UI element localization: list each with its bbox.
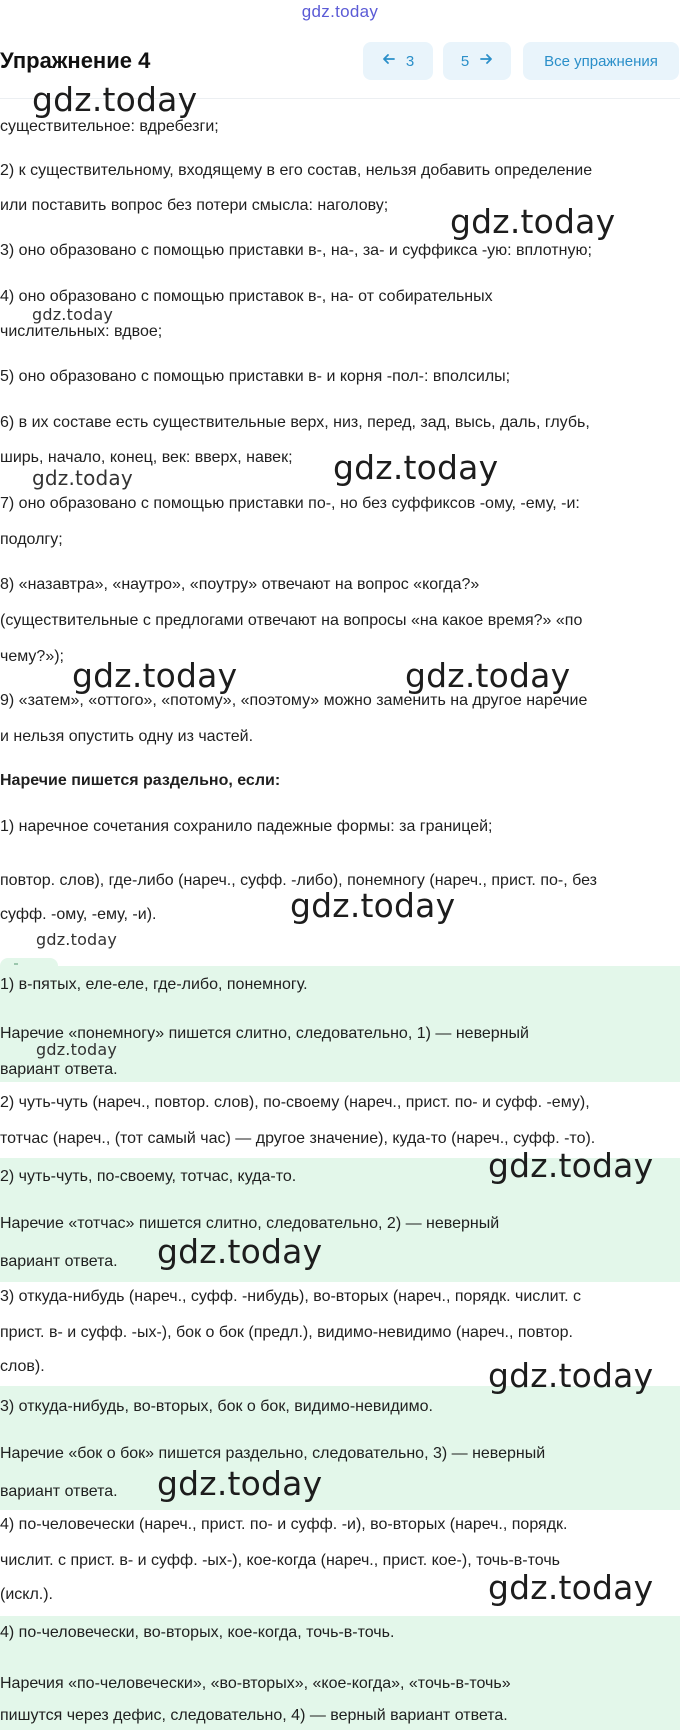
text-line: повтор. слов), где-либо (нареч., суфф. -либо), понемногу (нареч., прист. по-, без <box>0 872 597 889</box>
watermark: gdz.today <box>72 656 238 695</box>
next-exercise-button[interactable] <box>443 42 511 80</box>
text-line: (искл.). <box>0 1586 53 1603</box>
arrow-left-icon <box>382 52 396 70</box>
answer-line: 1) в-пятых, еле-еле, где-либо, понемногу. <box>0 976 308 993</box>
watermark: gdz.today <box>157 1464 323 1503</box>
answer-note: Наречия «по-человечески», «во-вторых», «кое-когда», «точь-в-точь» <box>0 1675 511 1692</box>
text-line: 4) по-человечески (нареч., прист. по- и суфф. -и), во-вторых (нареч., порядк. <box>0 1516 568 1533</box>
text-line: подолгу; <box>0 531 63 548</box>
answer-note: вариант ответа. <box>0 1253 118 1270</box>
text-line: существительное: вдребезги; <box>0 118 219 135</box>
text-line: (существительные с предлогами отвечают на вопросы «на какое время?» «по <box>0 612 583 629</box>
answer-note: пишутся через дефис, следовательно, 4) — верный вариант ответа. <box>0 1707 508 1724</box>
text-line: 8) «назавтра», «наутро», «поутру» отвечают на вопрос «когда?» <box>0 576 480 593</box>
text-line: и нельзя опустить одну из частей. <box>0 728 254 745</box>
site-watermark-top: gdz.today <box>301 2 379 21</box>
watermark: gdz.today <box>157 1232 323 1271</box>
next-exercise-label: 5 <box>460 52 470 70</box>
prev-exercise-button[interactable] <box>363 42 433 80</box>
watermark: gdz.today <box>488 1356 654 1395</box>
text-line: 4) оно образовано с помощью приставок в-, на- от собирательных <box>0 288 493 305</box>
text-line: числительных: вдвое; <box>0 323 163 340</box>
answer-line: 3) откуда-нибудь, во-вторых, бок о бок, видимо-невидимо. <box>0 1398 433 1415</box>
section-heading: Наречие пишется раздельно, если: <box>0 772 281 789</box>
answer-note: вариант ответа. <box>0 1061 118 1078</box>
text-line: 7) оно образовано с помощью приставки по-, но без суффиксов -ому, -ему, -и: <box>0 495 580 512</box>
watermark: gdz.today <box>32 80 198 119</box>
text-line: прист. в- и суфф. -ых-), бок о бок (предл.), видимо-невидимо (нареч., повтор. <box>0 1324 573 1341</box>
text-line: 2) чуть-чуть (нареч., повтор. слов), по-своему (нареч., прист. по- и суфф. -ему), <box>0 1094 590 1111</box>
text-line: 1) наречное сочетания сохранило падежные формы: за границей; <box>0 818 493 835</box>
text-line: или поставить вопрос без потери смысла: наголову; <box>0 197 389 214</box>
page-title: Упражнение 4 <box>0 48 151 73</box>
watermark: gdz.today <box>405 656 571 695</box>
answer-line: 2) чуть-чуть, по-своему, тотчас, куда-то. <box>0 1168 297 1185</box>
answer-note: Наречие «понемногу» пишется слитно, следовательно, 1) — неверный <box>0 1025 529 1042</box>
text-line: 6) в их составе есть существительные верх, низ, перед, зад, высь, даль, глубь, <box>0 414 590 431</box>
all-exercises-button[interactable]: Все упражнения <box>523 42 679 80</box>
answer-note: вариант ответа. <box>0 1483 118 1500</box>
text-line: 3) оно образовано с помощью приставки в-, на-, за- и суффикса -ую: вплотную; <box>0 242 592 259</box>
answer-note: Наречие «тотчас» пишется слитно, следовательно, 2) — неверный <box>0 1215 500 1232</box>
watermark: gdz.today <box>488 1568 654 1607</box>
watermark: gdz.today <box>333 448 499 487</box>
prev-exercise-label: 3 <box>405 52 415 70</box>
watermark: gdz.today <box>290 886 456 925</box>
watermark: gdz.today <box>32 305 114 324</box>
text-line: 9) «затем», «оттого», «потому», «поэтому» можно заменить на другое наречие <box>0 692 588 709</box>
text-line: чему?»); <box>0 648 64 665</box>
text-line: числит. с прист. в- и суфф. -ых-), кое-когда (нареч., прист. кое-), точь-в-точь <box>0 1552 560 1569</box>
text-line: 3) откуда-нибудь (нареч., суфф. -нибудь), во-вторых (нареч., порядк. числит. с <box>0 1288 581 1305</box>
text-line: ширь, начало, конец, век: вверх, навек; <box>0 449 293 466</box>
text-line: суфф. -ому, -ему, -и). <box>0 906 157 923</box>
watermark: gdz.today <box>36 930 118 949</box>
answer-line: 4) по-человечески, во-вторых, кое-когда, точь-в-точь. <box>0 1624 395 1641</box>
answer-note: Наречие «бок о бок» пишется раздельно, следовательно, 3) — неверный <box>0 1445 546 1462</box>
watermark: gdz.today <box>450 202 616 241</box>
watermark: gdz.today <box>36 1040 118 1059</box>
watermark: gdz.today <box>32 466 133 490</box>
text-line: слов). <box>0 1358 45 1375</box>
arrow-right-icon <box>479 52 493 70</box>
text-line: 2) к существительному, входящему в его состав, нельзя добавить определение <box>0 162 593 179</box>
watermark: gdz.today <box>488 1146 654 1185</box>
text-line: тотчас (нареч., (тот самый час) — другое значение), куда-то (нареч., суфф. -то). <box>0 1130 596 1147</box>
text-line: 5) оно образовано с помощью приставки в- и корня -пол-: вполсилы; <box>0 368 511 385</box>
